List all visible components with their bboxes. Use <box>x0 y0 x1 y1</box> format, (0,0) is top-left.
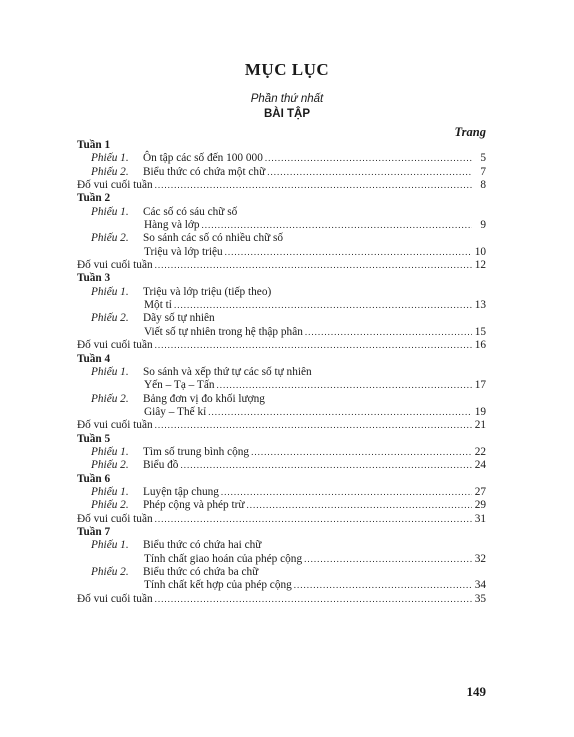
page-column-heading: Trang <box>454 125 486 139</box>
part-heading: Phần thứ nhất <box>250 93 324 105</box>
toc-entry[interactable] <box>77 166 486 179</box>
dot-leader <box>304 553 472 566</box>
entry-title: Đố vui cuối tuần <box>77 179 153 192</box>
entry-title: Đố vui cuối tuần <box>77 419 153 432</box>
week-heading: Tuần 1 <box>77 139 111 151</box>
toc-entry[interactable] <box>77 259 486 272</box>
sheet-label: Phiếu 2. <box>91 165 129 178</box>
sheet-label: Phiếu 2. <box>91 232 129 245</box>
toc-entry[interactable] <box>77 513 486 526</box>
dot-leader <box>305 326 472 339</box>
entry-title: Biểu đồ <box>143 459 179 472</box>
toc-entry[interactable] <box>77 246 486 259</box>
entry-title: Luyện tập chung <box>143 485 219 498</box>
entry-title: Đố vui cuối tuần <box>77 259 153 272</box>
sheet-label: Phiếu 1. <box>91 485 129 498</box>
entry-page: 32 <box>474 552 486 565</box>
toc-entry[interactable] <box>77 459 486 472</box>
dot-leader <box>155 179 472 192</box>
sheet-label: Phiếu 1. <box>91 152 129 165</box>
entry-page: 7 <box>480 165 486 178</box>
sheet-label: Phiếu 1. <box>91 539 129 552</box>
dot-leader <box>155 259 472 272</box>
toc-entry[interactable] <box>77 339 486 352</box>
entry-subtitle: Hàng và lớp <box>144 219 200 232</box>
toc-entry[interactable] <box>77 446 486 459</box>
week-heading: Tuần 2 <box>77 192 111 205</box>
toc-entry[interactable] <box>77 419 486 432</box>
week-heading: Tuần 6 <box>77 472 111 485</box>
entry-title: Triệu và lớp triệu (tiếp theo) <box>143 285 272 298</box>
entry-subtitle: Triệu và lớp triệu <box>144 245 223 258</box>
toc-entry[interactable] <box>77 406 486 419</box>
entry-title: Biểu thức có chứa hai chữ <box>143 539 262 552</box>
toc-entry[interactable] <box>77 499 486 512</box>
entry-page: 29 <box>474 499 486 512</box>
sheet-label: Phiếu 2. <box>91 499 129 512</box>
entry-subtitle: Giây – Thế kỉ <box>144 405 207 418</box>
week-heading: Tuần 3 <box>77 272 111 285</box>
entry-page: 16 <box>474 339 486 352</box>
sheet-label: Phiếu 1. <box>91 445 129 458</box>
dot-leader <box>216 379 472 392</box>
dot-leader <box>294 579 472 592</box>
dot-leader <box>225 246 472 259</box>
dot-leader <box>174 299 472 312</box>
dot-leader <box>221 486 472 499</box>
entry-title: Đố vui cuối tuần <box>77 339 153 352</box>
dot-leader <box>247 499 473 512</box>
entry-title: Dãy số tự nhiên <box>143 312 215 325</box>
week-heading: Tuần 5 <box>77 432 111 445</box>
toc-entry[interactable] <box>77 393 486 406</box>
entry-title: Bảng đơn vị đo khối lượng <box>143 392 265 405</box>
dot-leader <box>155 339 472 352</box>
toc-entry[interactable] <box>77 286 486 299</box>
entry-page: 21 <box>474 419 486 432</box>
entry-page: 12 <box>474 259 486 272</box>
entry-page: 34 <box>474 579 486 592</box>
dot-leader <box>265 152 472 165</box>
toc-entry[interactable] <box>77 179 486 192</box>
week-heading: Tuần 4 <box>77 352 111 365</box>
toc-entry[interactable] <box>77 232 486 245</box>
toc-entry[interactable] <box>77 299 486 312</box>
toc-entry[interactable] <box>77 593 486 606</box>
sheet-label: Phiếu 1. <box>91 365 129 378</box>
toc-entry[interactable] <box>77 366 486 379</box>
dot-leader <box>202 219 472 232</box>
entry-title: So sánh các số có nhiều chữ số <box>143 232 284 245</box>
table-of-contents <box>77 139 486 606</box>
sheet-label: Phiếu 1. <box>91 285 129 298</box>
entry-page: 31 <box>474 512 486 525</box>
dot-leader <box>155 593 472 606</box>
entry-title: Biểu thức có chứa một chữ <box>143 165 266 178</box>
toc-entry[interactable] <box>77 152 486 165</box>
entry-page: 24 <box>474 459 486 472</box>
entry-title: Các số có sáu chữ số <box>143 205 238 218</box>
week-heading: Tuần 7 <box>77 525 111 538</box>
entry-subtitle: Yến – Tạ – Tấn <box>144 379 215 392</box>
entry-page: 27 <box>474 485 486 498</box>
toc-entry[interactable] <box>77 312 486 325</box>
toc-entry[interactable] <box>77 219 486 232</box>
entry-subtitle: Tính chất kết hợp của phép cộng <box>144 579 292 592</box>
toc-entry[interactable] <box>77 379 486 392</box>
toc-entry[interactable] <box>77 553 486 566</box>
entry-title: Đố vui cuối tuần <box>77 512 153 525</box>
toc-entry[interactable] <box>77 566 486 579</box>
entry-page: 13 <box>474 299 486 312</box>
dot-leader <box>155 513 472 526</box>
entry-page: 22 <box>474 445 486 458</box>
entry-subtitle: Tính chất giao hoán của phép cộng <box>144 552 303 565</box>
page-number: 149 <box>466 684 486 699</box>
entry-title: So sánh và xếp thứ tự các số tự nhiên <box>143 365 312 378</box>
sheet-label: Phiếu 2. <box>91 566 129 578</box>
entry-subtitle: Một tỉ <box>144 299 172 312</box>
entry-page: 9 <box>480 219 486 232</box>
entry-page: 8 <box>480 179 486 192</box>
toc-entry[interactable] <box>77 539 486 552</box>
entry-title: Phép cộng và phép trừ <box>143 499 245 512</box>
entry-title: Tìm số trung bình cộng <box>143 445 250 458</box>
entry-title: Biểu thức có chứa ba chữ <box>143 566 259 578</box>
dot-leader <box>208 406 472 419</box>
entry-subtitle: Viết số tự nhiên trong hệ thập phân <box>144 325 303 338</box>
entry-page: 17 <box>474 379 486 392</box>
section-heading: BÀI TẬP <box>264 108 310 120</box>
sheet-label: Phiếu 2. <box>91 459 129 472</box>
dot-leader <box>267 166 472 179</box>
sheet-label: Phiếu 1. <box>91 205 129 218</box>
entry-title: Đố vui cuối tuần <box>77 592 153 605</box>
toc-entry[interactable] <box>77 579 486 592</box>
entry-page: 19 <box>474 405 486 418</box>
sheet-label: Phiếu 2. <box>91 392 129 405</box>
entry-page: 35 <box>474 592 486 605</box>
toc-entry[interactable] <box>77 206 486 219</box>
toc-entry[interactable] <box>77 326 486 339</box>
page-title: MỤC LỤC <box>244 60 330 79</box>
dot-leader <box>155 419 472 432</box>
sheet-label: Phiếu 2. <box>91 312 129 325</box>
entry-page: 5 <box>480 152 486 165</box>
entry-page: 10 <box>474 245 486 258</box>
dot-leader <box>180 459 472 472</box>
entry-title: Ôn tập các số đến 100 000 <box>143 152 263 165</box>
dot-leader <box>251 446 472 459</box>
entry-page: 15 <box>474 325 486 338</box>
toc-entry[interactable] <box>77 486 486 499</box>
